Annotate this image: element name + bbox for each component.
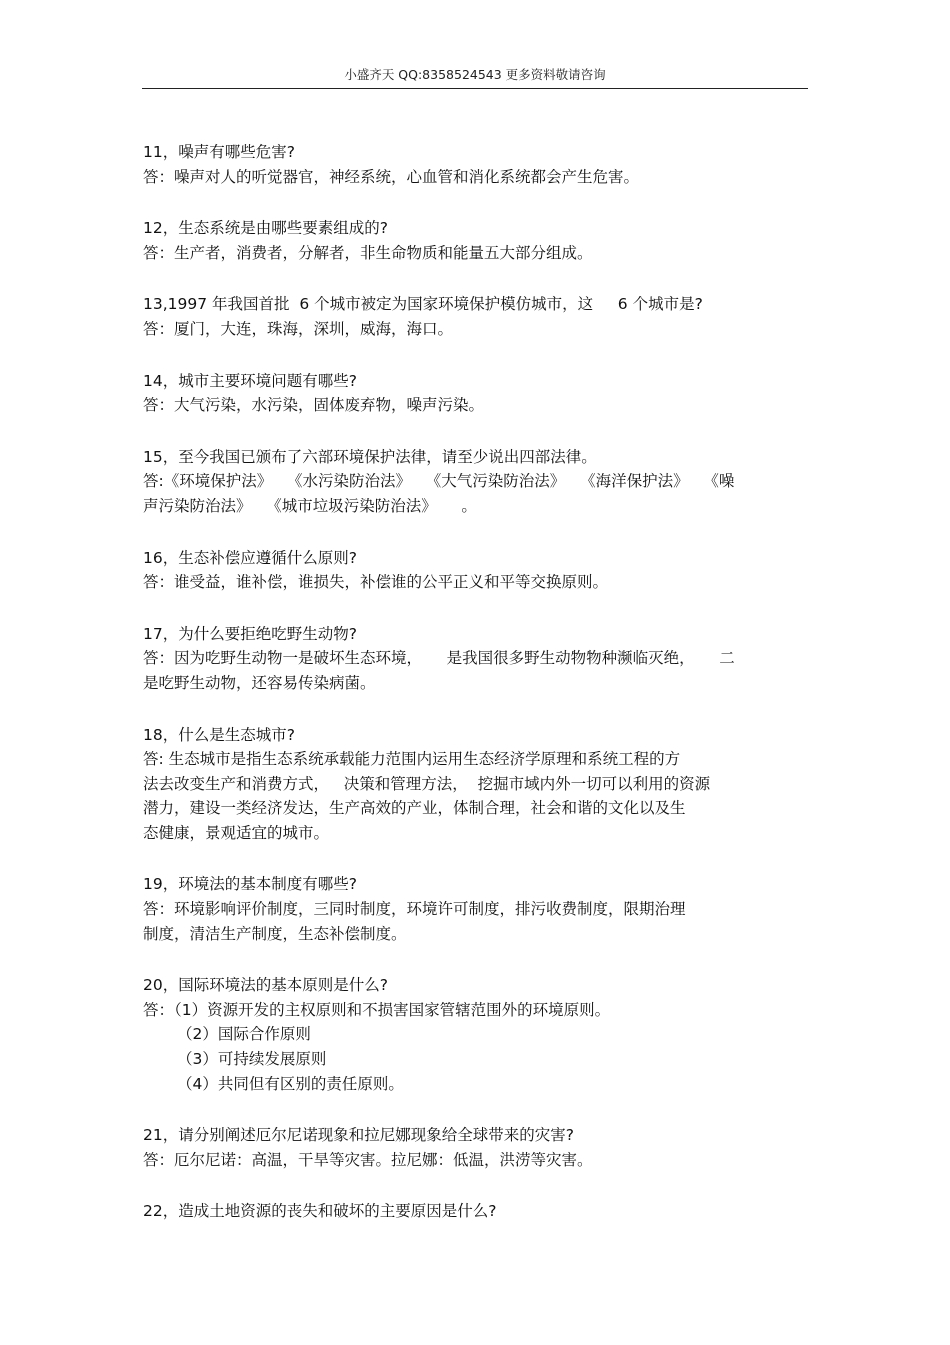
- question-20: 20，国际环境法的基本原则是什么?: [143, 976, 388, 995]
- question-16: 16，生态补偿应遵循什么原则?: [143, 548, 357, 567]
- qa-item-16: [143, 546, 809, 595]
- header-rule: [142, 88, 808, 89]
- qa-item-17: [143, 622, 809, 696]
- answer-18-line-3: 潜力，建设一类经济发达，生产高效的产业，体制合理，社会和谐的文化以及生: [143, 799, 686, 818]
- answer-20-subitem-4: （4）共同但有区别的责任原则。: [177, 1074, 404, 1093]
- qa-item-13: [143, 292, 809, 341]
- question-15: 15，至今我国已颁布了六部环境保护法律，请至少说出四部法律。: [143, 447, 597, 466]
- answer-20-subitem-3: （3）可持续发展原则: [177, 1050, 327, 1069]
- qa-item-11: [143, 140, 809, 189]
- answer-19-line-2: 制度，清洁生产制度，生态补偿制度。: [143, 924, 407, 943]
- answer-13-line-1: 答：厦门，大连，珠海，深圳，威海，海口。: [143, 319, 454, 338]
- question-22: 22，造成土地资源的丧失和破坏的主要原因是什么?: [143, 1202, 497, 1221]
- qa-content: [143, 140, 809, 1251]
- question-21: 21，请分别阐述厄尔尼诺现象和拉尼娜现象给全球带来的灾害?: [143, 1126, 574, 1145]
- answer-17-line-2: 是吃野生动物，还容易传染病菌。: [143, 673, 376, 692]
- question-18: 18，什么是生态城市?: [143, 725, 295, 744]
- answer-17-line-1: 答：因为吃野生动物一是破坏生态环境， 是我国很多野生动物物种濒临灭绝， 二: [143, 649, 735, 668]
- answer-18-line-4: 态健康，景观适宜的城市。: [143, 823, 330, 842]
- answer-21-line-1: 答：厄尔尼诺：高温，干旱等灾害。拉尼娜：低温，洪涝等灾害。: [143, 1150, 593, 1169]
- qa-item-15: [143, 445, 809, 519]
- question-19: 19，环境法的基本制度有哪些?: [143, 875, 357, 894]
- question-11: 11，噪声有哪些危害?: [143, 143, 295, 161]
- answer-11-line-1: 答：噪声对人的听觉器官，神经系统，心血管和消化系统都会产生危害。: [143, 167, 640, 186]
- qa-item-19: [143, 872, 809, 946]
- answer-15-line-1: 答:《环境保护法》 《水污染防治法》 《大气污染防治法》 《海洋保护法》 《噪: [143, 472, 735, 491]
- page-header: 小盛齐天 QQ:8358524543 更多资料敬请咨询: [344, 67, 606, 82]
- qa-item-22: [143, 1199, 809, 1224]
- qa-item-20: [143, 973, 809, 1096]
- qa-item-21: [143, 1123, 809, 1172]
- answer-19-line-1: 答：环境影响评价制度，三同时制度，环境许可制度，排污收费制度，限期治理: [143, 900, 686, 919]
- answer-12-line-1: 答：生产者，消费者，分解者，非生命物质和能量五大部分组成。: [143, 243, 593, 262]
- answer-18-line-2: 法去改变生产和消费方式， 决策和管理方法， 挖掘市域内外一切可以利用的资源: [143, 774, 711, 793]
- question-17: 17，为什么要拒绝吃野生动物?: [143, 624, 357, 643]
- answer-18-line-1: 答: 生态城市是指生态系统承载能力范围内运用生态经济学原理和系统工程的方: [143, 750, 681, 769]
- qa-item-14: [143, 369, 809, 418]
- qa-item-18: [143, 723, 809, 846]
- answer-20-line-1: 答：（1）资源开发的主权原则和不损害国家管辖范围外的环境原则。: [143, 1000, 611, 1019]
- answer-16-line-1: 答：谁受益，谁补偿，谁损失，补偿谁的公平正义和平等交换原则。: [143, 573, 609, 592]
- question-14: 14，城市主要环境问题有哪些?: [143, 371, 357, 390]
- question-13: 13,1997 年我国首批 6 个城市被定为国家环境保护模仿城市，这 6 个城市是?: [143, 295, 703, 314]
- qa-item-12: [143, 216, 809, 265]
- answer-20-subitem-2: （2）国际合作原则: [177, 1025, 311, 1044]
- question-12: 12，生态系统是由哪些要素组成的?: [143, 219, 388, 238]
- answer-14-line-1: 答：大气污染，水污染，固体废弃物，噪声污染。: [143, 396, 485, 415]
- answer-15-line-2: 声污染防治法》 《城市垃圾污染防治法》 。: [143, 496, 477, 515]
